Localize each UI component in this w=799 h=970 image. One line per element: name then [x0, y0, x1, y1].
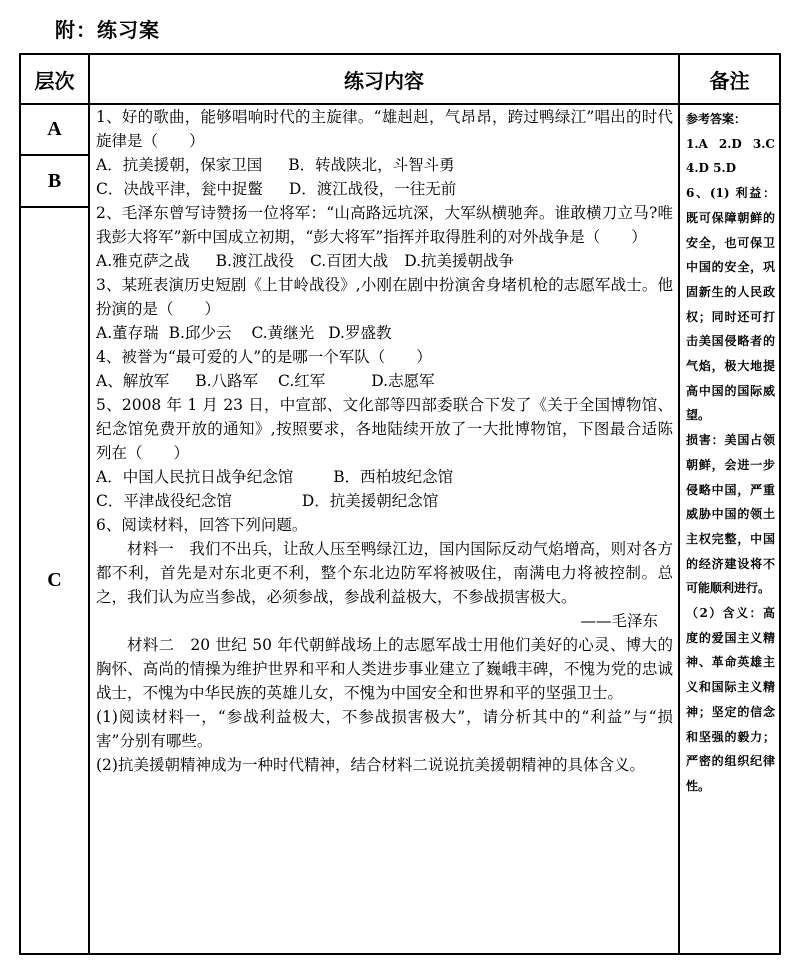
q2-stem: 2、毛泽东曾写诗赞扬一位将军：“山高路远坑深，大军纵横驰奔。谁敢横刀立马?唯我彭大将军”新中国成立初期，“彭大将军”指挥并取得胜利的对外战争是（ ） [96, 204, 673, 246]
level-b: B [20, 155, 89, 207]
header-row [20, 54, 780, 104]
q4-options [96, 369, 673, 393]
q2-opt-b: B.渡江战役 [215, 252, 294, 270]
q5-opt-b: B．西柏坡纪念馆 [333, 468, 454, 486]
q2-opt-d: D.抗美援朝战争 [404, 252, 515, 270]
q3-opt-b: B.邱少云 [168, 324, 232, 342]
q2-opt-a: A.雅克萨之战 [96, 252, 190, 270]
q2-options [96, 249, 673, 273]
q3-opt-c: C.黄继光 [251, 324, 315, 342]
q5-stem: 5、2008 年 1 月 23 日，中宣部、文化部等四部委联合下发了《关于全国博物馆、纪念馆免费开放的通知》,按照要求，各地陆续开放了一大批博物馆，下图最合适陈列在（ ） [96, 396, 673, 462]
q4-opt-a: A、解放军 [96, 372, 170, 390]
reference-answers [679, 104, 780, 954]
exercise-table [19, 53, 781, 955]
header-content: 练习内容 [89, 54, 679, 104]
q3-opt-d: D.罗盛教 [328, 324, 392, 342]
page-title: 附：练习案 [55, 18, 160, 42]
level-c: C [20, 207, 89, 954]
exercise-content [89, 104, 679, 954]
q1-opt-b: B．转战陕北，斗智斗勇 [288, 156, 455, 174]
header-notes: 备注 [679, 54, 780, 104]
q2-opt-c: C.百团大战 [309, 252, 389, 270]
q6-sub1: (1)阅读材料一，“参战利益极大，不参战损害极大”，请分析其中的“利益”与“损害”分别有哪些。 [96, 708, 673, 750]
q1-stem: 1、好的歌曲，能够唱响时代的主旋律。“雄赳赳，气昂昂，跨过鸭绿江”唱出的时代旋律是（ ） [96, 108, 673, 150]
q1-opt-a: A．抗美援朝，保家卫国 [96, 156, 263, 174]
q5-opt-c: C．平津战役纪念馆 [96, 492, 232, 510]
q1-opt-c: C．决战平津，瓮中捉鳖 [96, 180, 263, 198]
q1-options-row1 [96, 153, 673, 177]
level-a: A [20, 104, 89, 155]
notes-a6-3: （2）含义：高度的爱国主义精神、革命英雄主义和国际主义精神；坚定的信念和坚强的毅力；严密的组织纪律性。 [686, 606, 775, 793]
q5-options-row2 [96, 489, 673, 513]
q3-opt-a: A.董存瑞 [96, 324, 159, 342]
q5-opt-a: A．中国人民抗日战争纪念馆 [96, 468, 294, 486]
q4-stem: 4、被誉为“最可爱的人”的是哪一个军队（ ） [96, 348, 432, 366]
q4-opt-c: C.红军 [278, 372, 326, 390]
q5-opt-d: D．抗美援朝纪念馆 [301, 492, 439, 510]
q3-stem: 3、某班表演历史短剧《上甘岭战役》,小刚在剧中扮演舍身堵机枪的志愿军战士。他扮演的是（ ） [96, 276, 673, 318]
q1-opt-d: D．渡江战役，一往无前 [288, 180, 457, 198]
q5-options-row1 [96, 465, 673, 489]
notes-a6-1: 6、(1) 利益：既可保障朝鲜的安全，也可保卫中国的安全，巩固新生的人民政权；同时还可打击美国侵略者的气焰，极大地提高中国的国际威望。 [686, 186, 775, 423]
q4-opt-b: B.八路军 [195, 372, 259, 390]
q1-options-row2 [96, 177, 673, 201]
q6-signature: ——毛泽东 [580, 612, 658, 630]
q6-sub2: (2)抗美援朝精神成为一种时代精神，结合材料二说说抗美援朝精神的具体含义。 [96, 756, 645, 774]
q4-opt-d: D.志愿军 [371, 372, 435, 390]
header-level: 层次 [20, 54, 89, 104]
q6-stem: 6、阅读材料，回答下列问题。 [96, 516, 308, 534]
q3-options [96, 321, 673, 345]
notes-label: 参考答案： [686, 112, 747, 126]
q6-material2: 材料二 20 世纪 50 年代朝鲜战场上的志愿军战士用他们美好的心灵、博大的胸怀、高尚的情操为维护世界和平和人类进步事业建立了巍峨丰碑，不愧为党的忠诚战士，不愧为中华民族的英雄儿女，不愧为中国安全和世界和平的坚强卫士。 [96, 636, 673, 702]
notes-answers: 1.A 2.D 3.C 4.D 5.D [686, 136, 775, 176]
q6-material1: 材料一 我们不出兵，让敌人压至鸭绿江边，国内国际反动气焰增高，则对各方都不利，首先是对东北更不利，整个东北边防军将被吸住，南满电力将被控制。总之，我们认为应当参战，必须参战，参战利益极大，不参战损害极大。 [96, 540, 673, 606]
notes-a6-2: 损害：美国占领朝鲜，会进一步侵略中国，严重威胁中国的领土主权完整，中国的经济建设将不可能顺利进行。 [686, 433, 775, 596]
